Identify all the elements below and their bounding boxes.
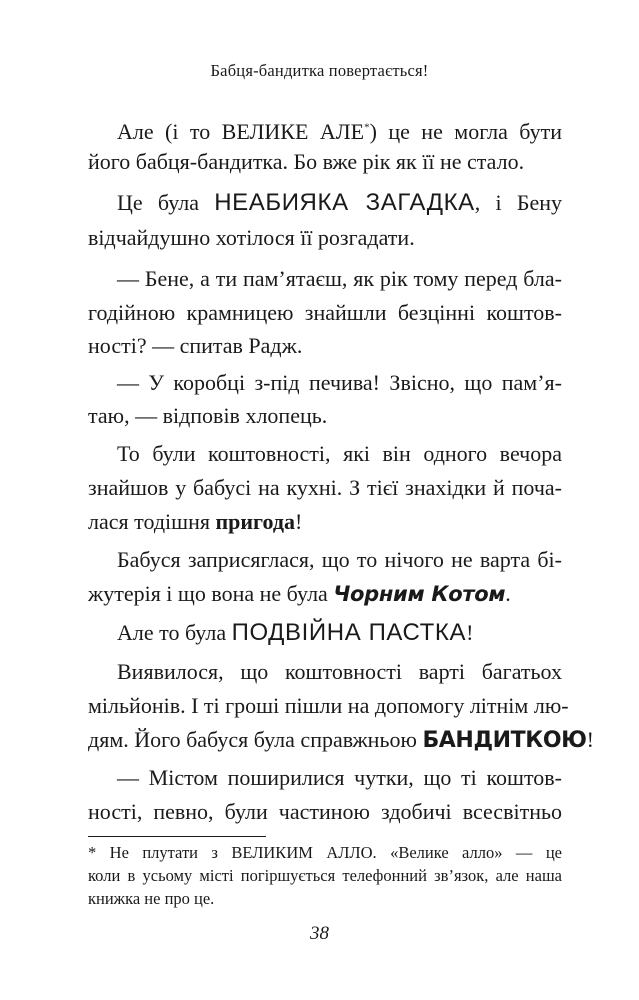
- footnote-line-1: * Не плутати з ВЕЛИКИМ АЛЛО. «Велике алло» — це: [88, 843, 562, 862]
- paragraph-9-line-2: ності, певно, були частиною здобичі всесвітньо: [88, 799, 562, 824]
- paragraph-5-line-2: знайшов у бабусі на кухні. З тієї знахідки й поча-: [88, 475, 562, 500]
- text-span: , і Бену: [474, 190, 562, 215]
- text-span: !: [586, 727, 594, 752]
- paragraph-8-line-2: мільйонів. І ті гроші пішли на допомогу літнім лю-: [88, 693, 569, 718]
- paragraph-4-line-1: — У коробці з-під печива! Звісно, що пам’я-: [117, 370, 562, 395]
- paragraph-3-line-3: ності? — спитав Радж.: [88, 333, 303, 358]
- text-span: дям. Його бабуся була справжньою: [88, 727, 423, 752]
- emphasis-brush-lettering: Чорним Котом: [333, 582, 506, 606]
- footnote-line-2: коли в усьому місті погіршується телефонний зв’язок, але наша: [88, 866, 562, 885]
- page-number: 38: [310, 923, 329, 944]
- footnote-line-3: книжка не про це.: [88, 889, 215, 908]
- running-head: Бабця-бандитка повертається!: [210, 61, 429, 80]
- emphasis-bold: пригода: [215, 509, 295, 534]
- paragraph-6-line-1: Бабуся заприсяглася, що то нічого не варта бі-: [117, 547, 562, 572]
- text-span: Це була: [117, 190, 215, 215]
- text-span: .: [505, 581, 511, 606]
- paragraph-8-line-3: [88, 725, 594, 756]
- footnote-marker: *: [364, 121, 370, 134]
- paragraph-2-line-2: відчайдушно хотілося її розгадати.: [88, 225, 415, 250]
- text-span: Але (і то ВЕЛИКЕ АЛЕ: [117, 119, 365, 144]
- emphasis-large-caps: ПОДВІЙНА ПАСТКА: [231, 619, 467, 646]
- paragraph-6-line-2: [88, 579, 562, 609]
- emphasis-display-caps: БАНДИТКОЮ: [422, 728, 587, 753]
- footnote-divider: [88, 836, 266, 837]
- text-span: !: [466, 620, 474, 645]
- paragraph-5-line-3: [88, 507, 562, 537]
- paragraph-3-line-1: — Бене, а ти пам’ятаєш, як рік тому перед бла-: [117, 266, 562, 291]
- paragraph-8-line-1: Виявилося, що коштовності варті багатьох: [117, 659, 562, 684]
- paragraph-3-line-2: годійною крамницею знайшли безцінні коштов-: [88, 300, 562, 325]
- text-span: !: [295, 509, 303, 534]
- text-span: жутерія і що вона не була: [88, 581, 334, 606]
- paragraph-5-line-1: То були коштовності, які він одного вечора: [117, 441, 562, 466]
- paragraph-1-line-2: його бабця-бандитка. Бо вже рік як її не стало.: [88, 149, 525, 174]
- paragraph-1-line-1: [117, 117, 562, 147]
- paragraph-4-line-2: таю, — відповів хлопець.: [88, 403, 328, 428]
- paragraph-9-line-1: — Містом поширилися чутки, що ті коштов-: [117, 765, 562, 790]
- text-span: лася тодішня: [88, 509, 216, 534]
- paragraph-7-line-1: [117, 618, 562, 648]
- text-span: Але то була: [117, 620, 232, 645]
- emphasis-large-caps: НЕАБИЯКА ЗАГАДКА: [214, 189, 475, 216]
- text-span: ) це не могла бути: [369, 119, 563, 144]
- paragraph-2-line-1: [117, 188, 562, 218]
